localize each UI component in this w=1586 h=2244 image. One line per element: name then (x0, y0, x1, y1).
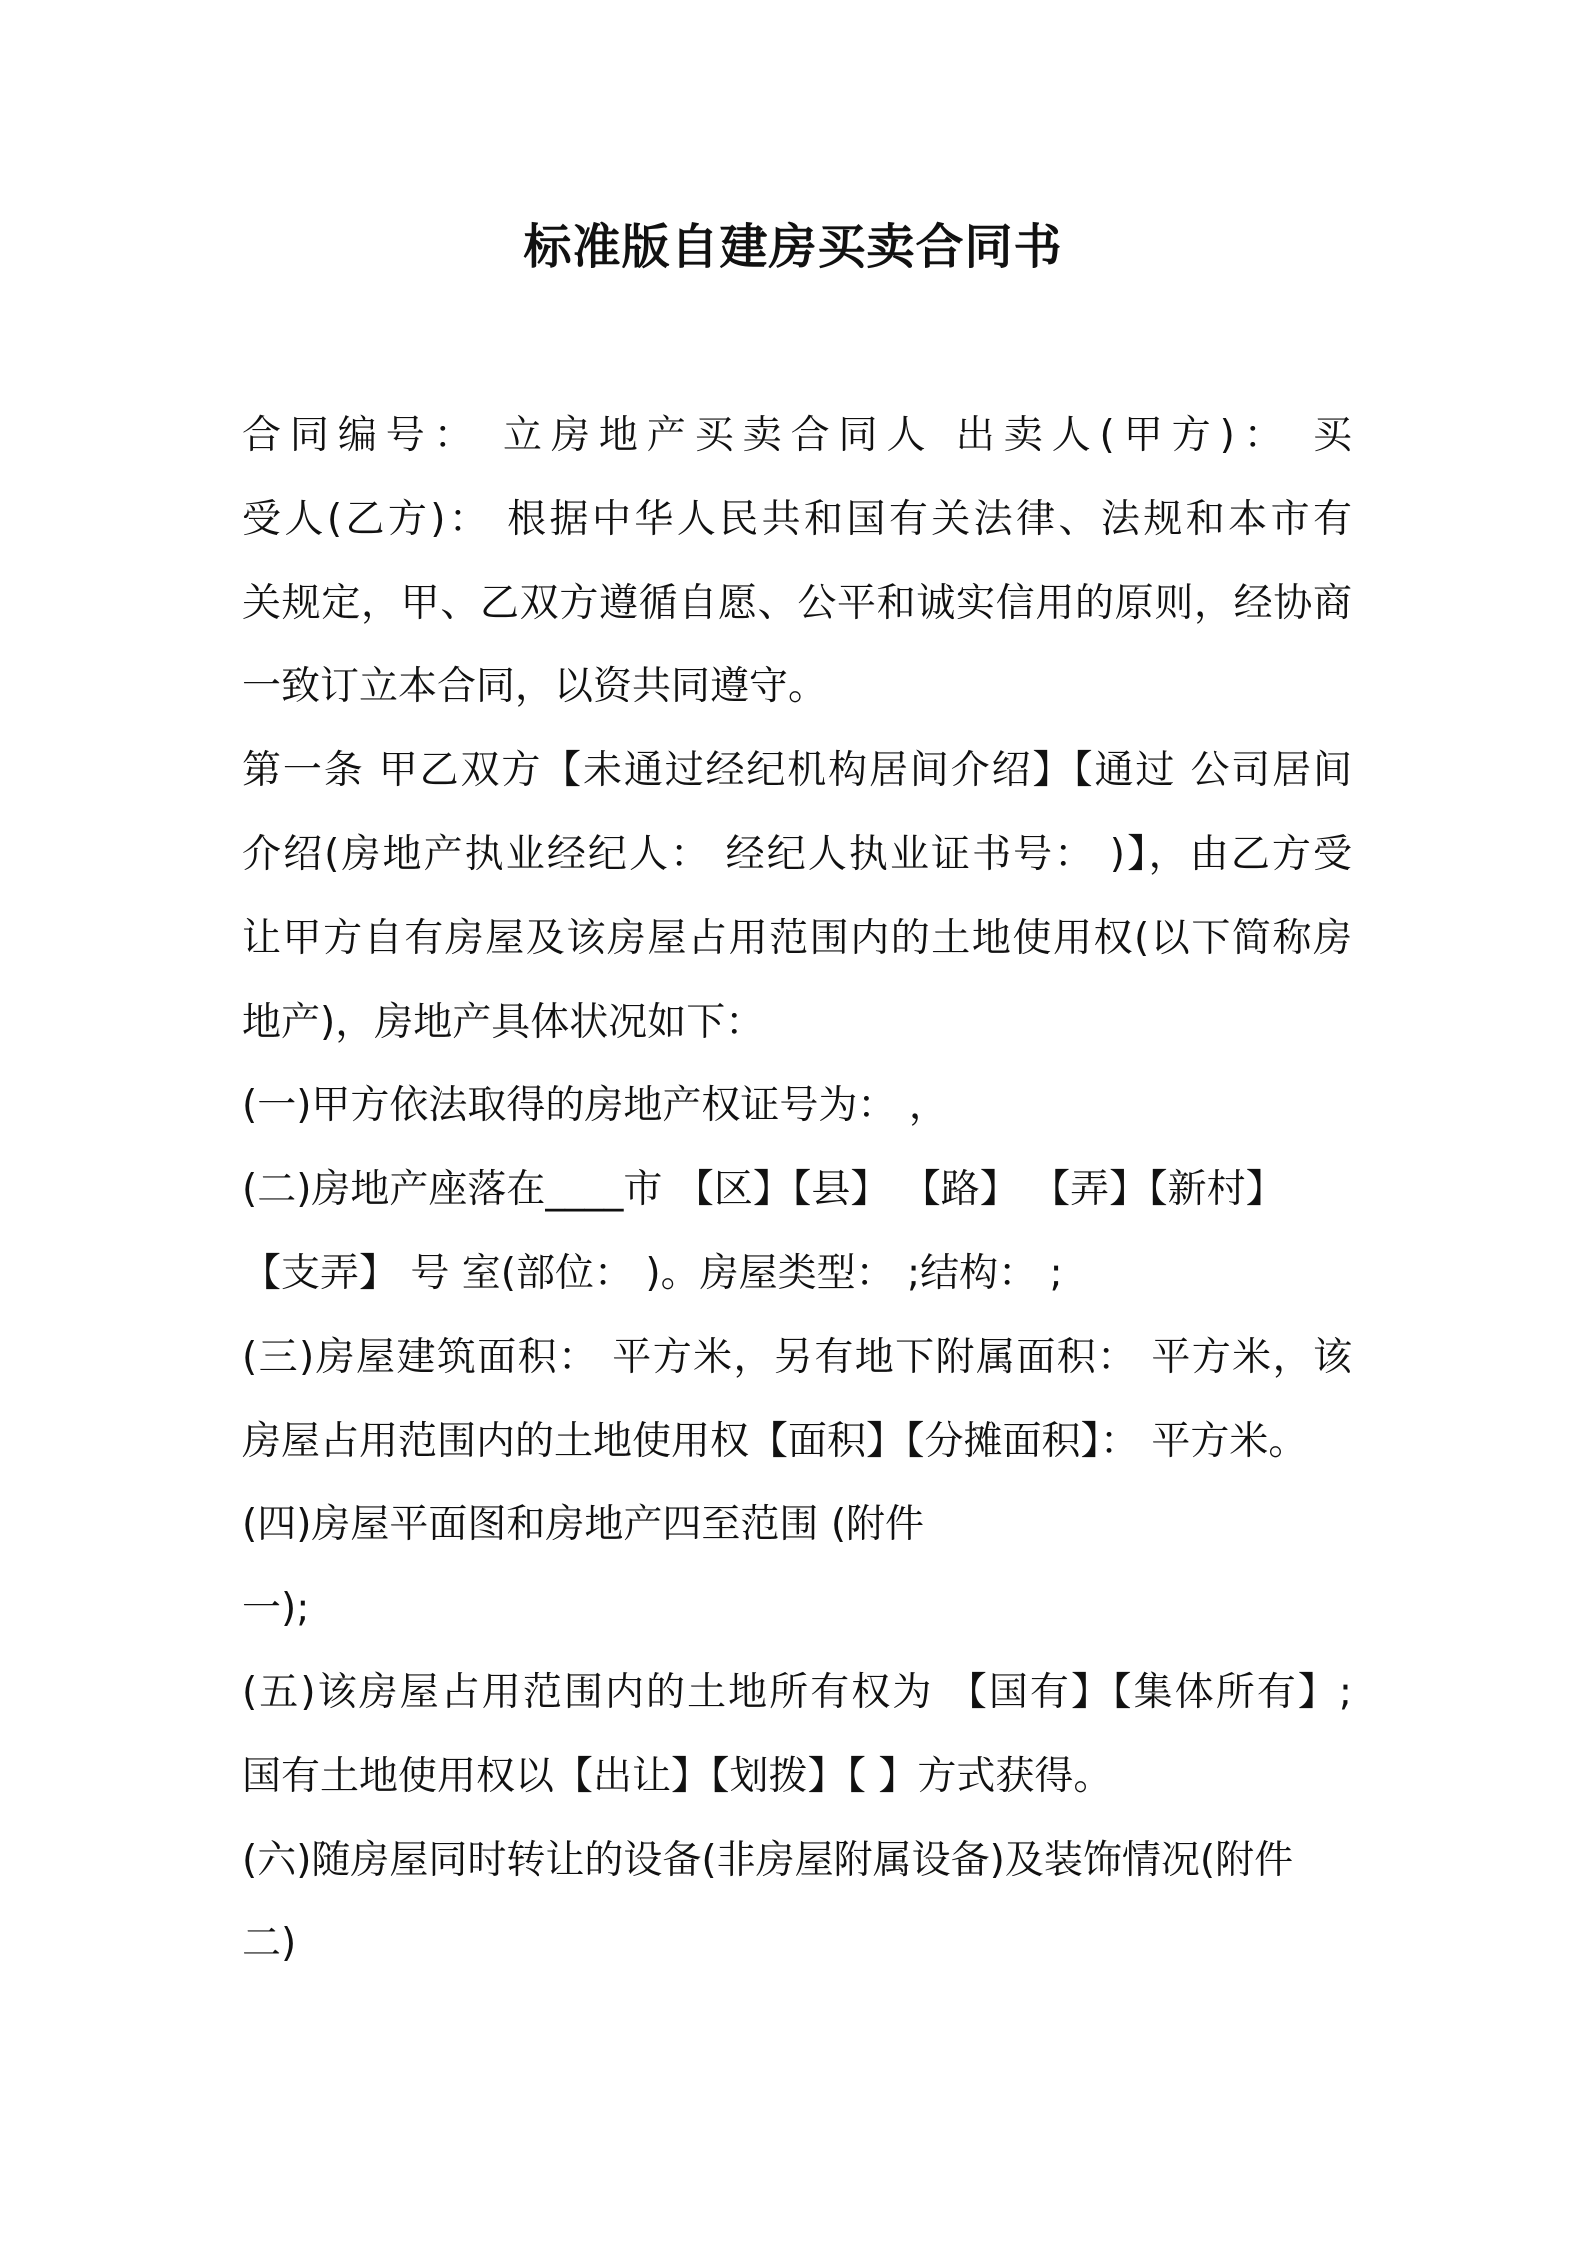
text-line: (四)房屋平面图和房地产四至范围 (附件 (242, 1502, 925, 1548)
text-line: 第一条 甲乙双方【未通过经纪机构居间介绍】【通过 公司居间 (242, 748, 1352, 794)
text-line: 合同编号： 立房地产买卖合同人 出卖人(甲方)： 买 (242, 413, 1352, 458)
text-line: 【支弄】 号 室(部位： )。房屋类型： ;结构： ; (242, 1250, 1063, 1296)
text-line: 二) (242, 1921, 297, 1967)
text-line: 房屋占用范围内的土地使用权【面积】【分摊面积】： 平方米。 (242, 1418, 1308, 1464)
text-line: 关规定，甲、乙双方遵循自愿、公平和诚实信用的原则，经协商 (242, 580, 1352, 626)
text-line: 一致订立本合同，以资共同遵守。 (242, 664, 828, 710)
text-line: 一); (242, 1586, 310, 1632)
text-line: 地产)，房地产具体状况如下： (242, 999, 765, 1045)
text-line: 受人(乙方)： 根据中华人民共和国有关法律、法规和本市有 (242, 496, 1352, 542)
text-line: (五)该房屋占用范围内的土地所有权为 【国有】【集体所有】; (242, 1669, 1352, 1715)
text-line: (一)甲方依法取得的房地产权证号为： ， (242, 1083, 948, 1129)
text-line: 介绍(房地产执业经纪人： 经纪人执业证书号： )】，由乙方受 (242, 831, 1352, 877)
text-line: (三)房屋建筑面积： 平方米，另有地下附属面积： 平方米，该 (242, 1334, 1352, 1380)
text-line: (六)随房屋同时转让的设备(非房屋附属设备)及装饰情况(附件 (242, 1837, 1294, 1883)
document-body (242, 394, 1352, 1986)
text-line: 让甲方自有房屋及该房屋占用范围内的土地使用权(以下简称房 (242, 915, 1352, 961)
text-line: 国有土地使用权以【出让】【划拨】【 】方式获得。 (242, 1753, 1113, 1799)
text-line: (二)房地产座落在____市 【区】【县】 【路】 【弄】【新村】 (242, 1167, 1285, 1213)
document-title: 标准版自建房买卖合同书 (523, 219, 1063, 275)
